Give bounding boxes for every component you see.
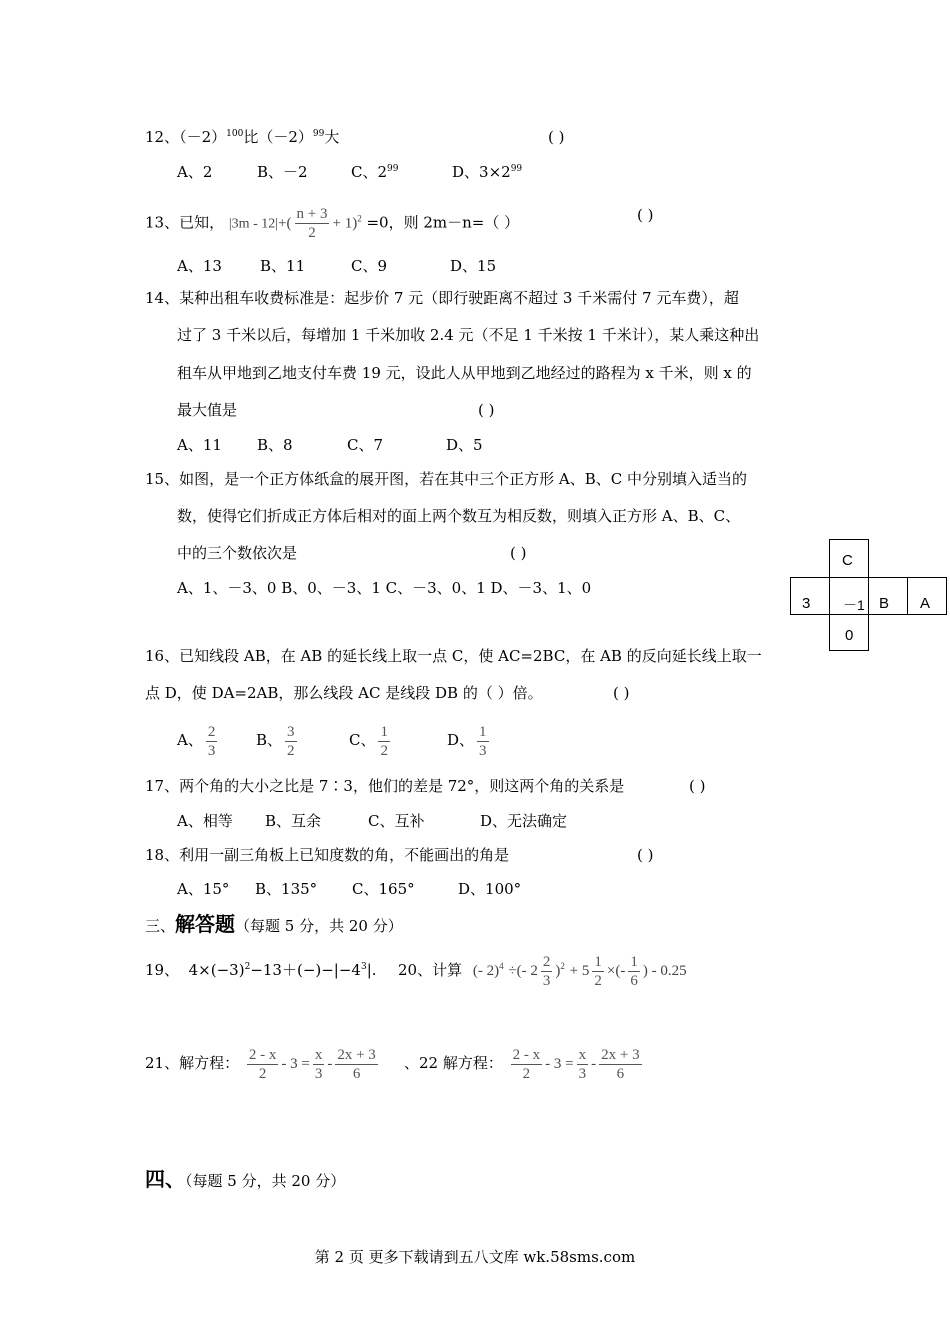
section-3-heading: 三、解答题（每题 5 分，共 20 分） bbox=[145, 912, 403, 936]
q15-line-1: 15、如图，是一个正方体纸盒的展开图，若在其中三个正方形 A、B、C 中分别填入适当的 bbox=[145, 470, 747, 488]
q14-option-c: C、7 bbox=[347, 436, 384, 454]
q21-problem: 21、解方程： $\frac{2 - x}{2}$ - 3 = $\frac{x}{3}$ - $\frac{2x + 3}{6}$ bbox=[145, 1046, 376, 1082]
net-square-3: 3 bbox=[790, 577, 830, 615]
q13-stem: 13、已知， |3m - 12|+( $\frac{n + 3}{2}$ + 1)$^2$ =0，则 2m－n=（ ） bbox=[145, 206, 520, 241]
q17-stem: 17、两个角的大小之比是 7∶3，他们的差是 72°，则这两个角的关系是 bbox=[145, 777, 625, 795]
q16-option-c: C、 $\frac{1}{2}$ bbox=[349, 723, 388, 759]
q16-option-a: A、 $\frac{2}{3}$ bbox=[177, 723, 216, 759]
q18-option-a: A、15° bbox=[177, 880, 230, 898]
q18-stem: 18、利用一副三角板上已知度数的角，不能画出的角是 bbox=[145, 846, 510, 864]
section-4-heading: 四、（每题 5 分，共 20 分） bbox=[145, 1167, 346, 1191]
q17-answer-paren: ( ) bbox=[689, 777, 706, 795]
q13-fraction: $\frac{n + 3}{2}$ bbox=[296, 206, 328, 241]
q16-option-b: B、 $\frac{3}{2}$ bbox=[256, 723, 295, 759]
q14-line-4: 最大值是 bbox=[177, 401, 238, 419]
q16-option-d: D、 $\frac{1}{3}$ bbox=[447, 723, 487, 759]
q12-stem: 12、$(-2)^{100}$比$(-2)^{99}$大 bbox=[145, 128, 340, 146]
q19-problem: 19、 $4\times(-3)^2-13+(-)-|-4^3|$. bbox=[145, 961, 377, 979]
q14-line-1: 14、某种出租车收费标准是：起步价 7 元（即行驶距离不超过 3 千米需付 7 元车费），超 bbox=[145, 289, 739, 307]
q12-option-a: A、2 bbox=[177, 163, 213, 181]
q18-option-d: D、100° bbox=[458, 880, 522, 898]
q17-option-b: B、互余 bbox=[265, 812, 322, 830]
q12-option-b: B、－2 bbox=[257, 163, 308, 181]
q22-problem: 、22 解方程： $\frac{2 - x}{2}$ - 3 = $\frac{x}{3}$ - $\frac{2x + 3}{6}$ bbox=[404, 1046, 640, 1082]
q13-option-b: B、11 bbox=[260, 257, 306, 275]
net-square-minus1: －1 bbox=[829, 577, 869, 615]
q14-line-3: 租车从甲地到乙地支付车费 19 元，设此人从甲地到乙地经过的路程为 x 千米，则 x 的 bbox=[177, 364, 752, 382]
q12-answer-paren: ( ) bbox=[548, 128, 565, 146]
q12-option-d: D、$3\times 2^{99}$ bbox=[452, 163, 523, 181]
q15-line-2: 数，使得它们折成正方体后相对的面上两个数互为相反数，则填入正方形 A、B、C、 bbox=[177, 507, 741, 525]
q14-option-a: A、11 bbox=[177, 436, 222, 454]
page-footer: 第 2 页 更多下载请到五八文库 wk.58sms.com bbox=[314, 1248, 636, 1266]
q18-answer-paren: ( ) bbox=[637, 846, 654, 864]
q14-option-d: D、5 bbox=[446, 436, 483, 454]
net-square-0: 0 bbox=[829, 614, 869, 651]
q16-answer-paren: ( ) bbox=[613, 684, 630, 702]
net-square-b: B bbox=[868, 577, 908, 615]
q15-line-3: 中的三个数依次是 bbox=[177, 544, 298, 562]
net-square-a: A bbox=[907, 577, 947, 615]
q15-options: A、1、－3、0 B、0、－3、1 C、－3、0、1 D、－3、1、0 bbox=[177, 579, 592, 597]
q18-option-c: C、165° bbox=[352, 880, 415, 898]
q18-option-b: B、135° bbox=[255, 880, 318, 898]
q17-option-c: C、互补 bbox=[368, 812, 425, 830]
q20-problem: 20、计算 (- 2)$^4$ ÷(- 2 $\frac{2}{3}$ )$^2$ + 5 $\frac{1}{2}$ ×(- $\frac{1}{6}$ ) - 0.25 bbox=[398, 953, 687, 989]
q13-option-d: D、15 bbox=[450, 257, 497, 275]
net-square-c: C bbox=[829, 539, 869, 578]
q13-option-a: A、13 bbox=[177, 257, 222, 275]
q14-answer-paren: ( ) bbox=[478, 401, 495, 419]
q14-option-b: B、8 bbox=[257, 436, 293, 454]
q13-option-c: C、9 bbox=[351, 257, 388, 275]
q13-answer-paren: ( ) bbox=[637, 206, 654, 224]
q17-option-a: A、相等 bbox=[177, 812, 233, 830]
q17-option-d: D、无法确定 bbox=[480, 812, 568, 830]
q14-line-2: 过了 3 千米以后，每增加 1 千米加收 2.4 元（不足 1 千米按 1 千米计），某人乘这种出 bbox=[177, 326, 760, 344]
q16-line-1: 16、已知线段 AB，在 AB 的延长线上取一点 C，使 AC=2BC，在 AB 的反向延长线上取一 bbox=[145, 647, 762, 665]
q12-option-c: C、$2^{99}$ bbox=[351, 163, 399, 181]
q15-answer-paren: ( ) bbox=[510, 544, 527, 562]
q16-line-2: 点 D，使 DA=2AB，那么线段 AC 是线段 DB 的（ ）倍。 bbox=[145, 684, 543, 702]
